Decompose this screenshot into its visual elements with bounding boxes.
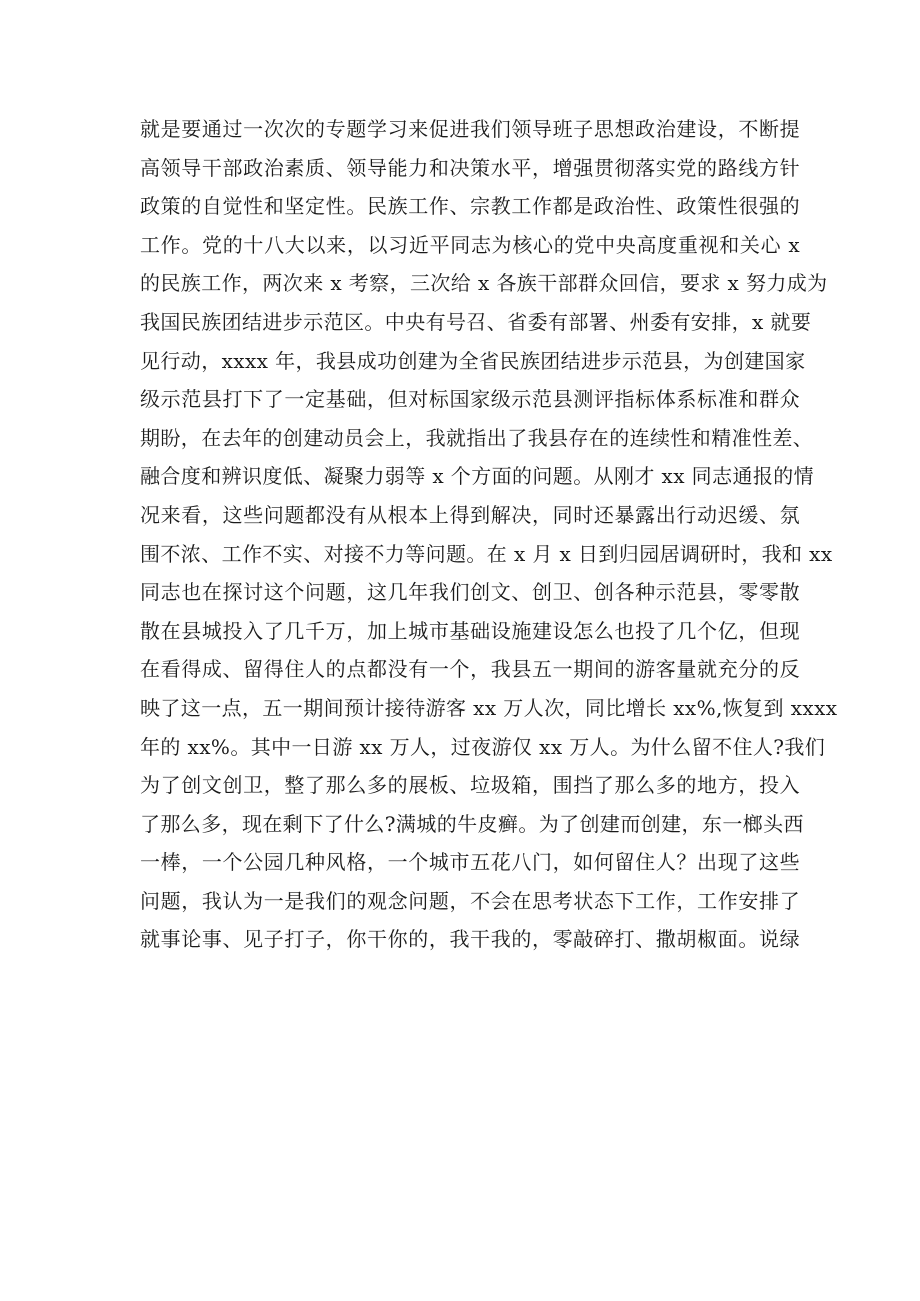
text-line: 见行动，xxxx 年，我县成功创建为全省民族团结进步示范县，为创建国家 bbox=[140, 348, 806, 373]
text-line: 高领导干部政治素质、领导能力和决策水平，增强贯彻落实党的路线方针 bbox=[140, 155, 800, 180]
text-line: 融合度和辨识度低、凝聚力弱等 x 个方面的问题。从刚才 xx 同志通报的情 bbox=[140, 464, 815, 489]
text-line: 映了这一点，五一期间预计接待游客 xx 万人次，同比增长 xx%,恢复到 xxxx bbox=[140, 695, 838, 720]
body-paragraph bbox=[140, 110, 838, 959]
text-line: 的民族工作，两次来 x 考察，三次给 x 各族干部群众回信，要求 x 努力成为 bbox=[140, 271, 828, 296]
text-line: 在看得成、留得住人的点都没有一个，我县五一期间的游客量就充分的反 bbox=[140, 657, 800, 682]
text-line: 围不浓、工作不实、对接不力等问题。在 x 月 x 日到归园居调研时，我和 xx bbox=[140, 541, 833, 566]
text-line: 级示范县打下了一定基础，但对标国家级示范县测评指标体系标准和群众 bbox=[140, 387, 800, 412]
text-line: 就事论事、见子打子，你干你的，我干我的，零敲碎打、撒胡椒面。说绿 bbox=[140, 927, 800, 952]
text-line: 同志也在探讨这个问题，这几年我们创文、创卫、创各种示范县，零零散 bbox=[140, 580, 800, 605]
text-line: 况来看，这些问题都没有从根本上得到解决，同时还暴露出行动迟缓、氛 bbox=[140, 502, 800, 527]
text-line: 问题，我认为一是我们的观念问题，不会在思考状态下工作，工作安排了 bbox=[140, 888, 800, 913]
text-line: 我国民族团结进步示范区。中央有号召、省委有部署、州委有安排，x 就要 bbox=[140, 309, 812, 334]
text-line: 了那么多，现在剩下了什么?满城的牛皮癣。为了创建而创建，东一榔头西 bbox=[140, 811, 804, 836]
text-line: 就是要通过一次次的专题学习来促进我们领导班子思想政治建设，不断提 bbox=[140, 117, 800, 141]
text-line: 工作。党的十八大以来，以习近平同志为核心的党中央高度重视和关心 x bbox=[140, 232, 800, 257]
text-line: 政策的自觉性和坚定性。民族工作、宗教工作都是政治性、政策性很强的 bbox=[140, 194, 800, 219]
text-line: 一棒，一个公园几种风格，一个城市五花八门，如何留住人？出现了这些 bbox=[140, 850, 800, 875]
text-line: 年的 xx%。其中一日游 xx 万人，过夜游仅 xx 万人。为什么留不住人?我们 bbox=[140, 734, 826, 759]
text-line: 为了创文创卫，整了那么多的展板、垃圾箱，围挡了那么多的地方，投入 bbox=[140, 773, 800, 798]
text-line: 散在县城投入了几千万，加上城市基础设施建设怎么也投了几个亿，但现 bbox=[140, 618, 800, 643]
text-line: 期盼，在去年的创建动员会上，我就指出了我县存在的连续性和精准性差、 bbox=[140, 425, 814, 450]
